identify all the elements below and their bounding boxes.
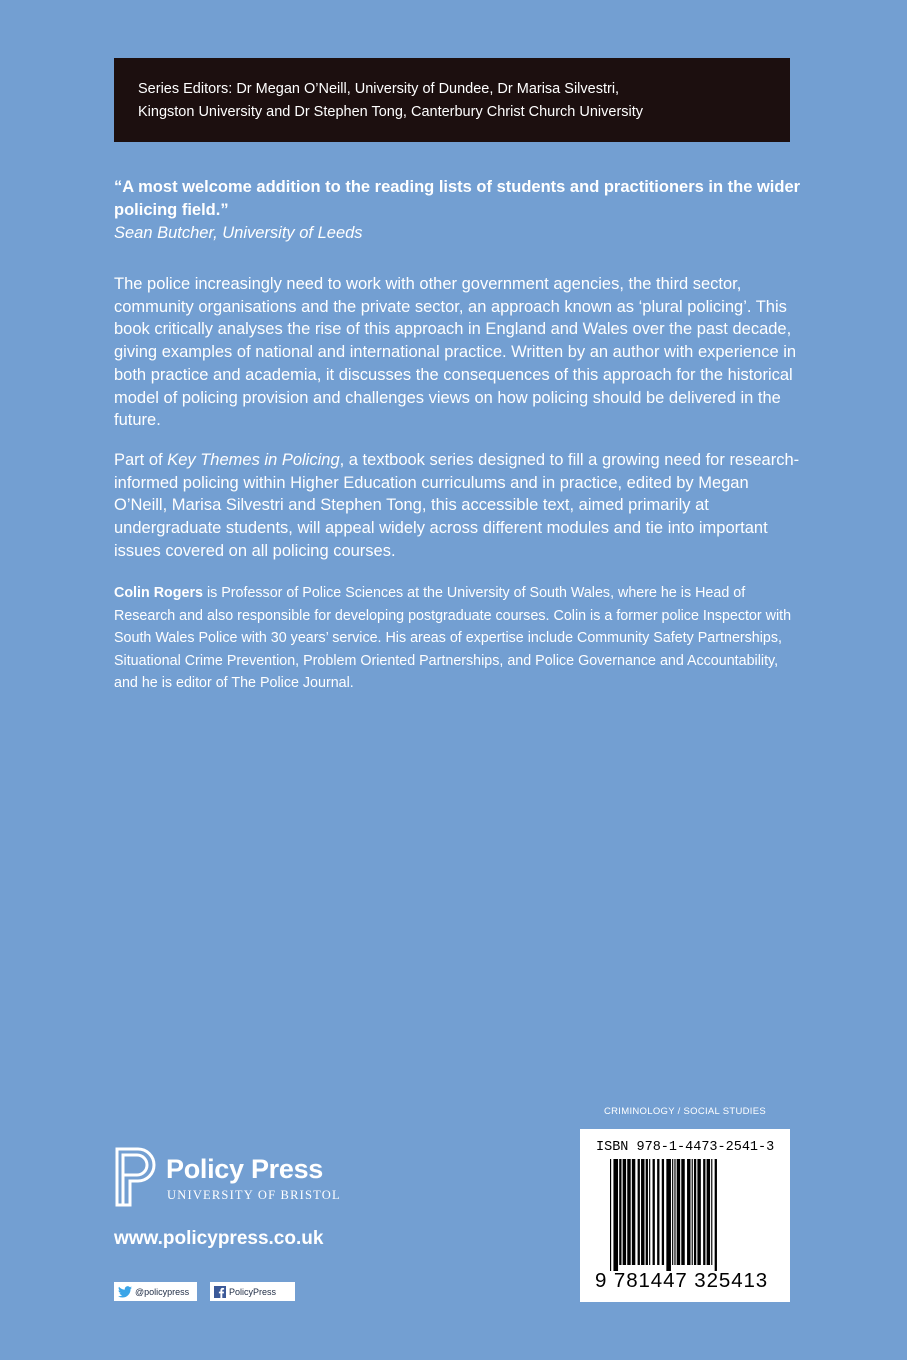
barcode-bar [619, 1159, 621, 1265]
barcode-bar [641, 1159, 644, 1265]
barcode-bar [638, 1159, 640, 1265]
barcode-bar [674, 1159, 675, 1265]
barcode-bar [692, 1159, 693, 1265]
barcode-bar [711, 1159, 712, 1265]
barcode-bar [613, 1159, 618, 1271]
quote-text: “A most welcome addition to the reading lists of students and practitioners in the wider policing field.” [114, 178, 801, 219]
publisher-name: Policy Press [166, 1154, 324, 1184]
barcode-bar [657, 1159, 659, 1265]
isbn-barcode-box [580, 1129, 790, 1302]
publisher-website[interactable]: www.policypress.co.uk [114, 1228, 324, 1249]
barcode-bar [672, 1159, 673, 1265]
isbn-top-text: ISBN 978-1-4473-2541-3 [596, 1140, 775, 1155]
description-paragraph-2 [114, 449, 804, 563]
isbn-bottom-text: 9 781447 325413 [595, 1269, 769, 1292]
publisher-subtitle: UNIVERSITY OF BRISTOL [167, 1188, 341, 1202]
twitter-badge[interactable] [114, 1282, 197, 1301]
subject-category: CRIMINOLOGY / SOCIAL STUDIES [603, 1106, 766, 1117]
quote-attribution: Sean Butcher, University of Leeds [114, 224, 363, 242]
barcode-bar [610, 1159, 611, 1271]
policy-press-logo-icon [114, 1146, 158, 1208]
barcode-bar [697, 1159, 700, 1265]
twitter-icon [118, 1286, 132, 1298]
barcode-bar [627, 1159, 630, 1265]
paragraph-2-prefix: Part of [114, 451, 168, 469]
barcode-bar [632, 1159, 635, 1265]
twitter-handle: @policypress [135, 1286, 190, 1297]
author-bio [114, 582, 804, 695]
facebook-badge[interactable] [210, 1282, 295, 1301]
barcode-bars [610, 1159, 766, 1271]
journal-title: The Police Journal [231, 675, 350, 692]
series-title: Key Themes in Policing [167, 451, 340, 469]
barcode-bar [707, 1159, 710, 1265]
review-quote [114, 176, 804, 245]
facebook-icon [214, 1286, 226, 1298]
author-bio-text: is Professor of Police Sciences at the University of South Wales, where he is Head of Research and also responsible for developing postgraduate courses. Colin is a former police Inspector with South Wales Police with 30 years’ service. His areas of expertise include Community Safety Partnerships, Situational Crime Prevention, Problem Oriented Partnerships, and Police Governance and Accountability, and he is editor of [114, 585, 792, 692]
series-editors-line-2: Kingston University and Dr Stephen Tong, Canterbury Christ Church University [138, 104, 644, 120]
series-editors-box [114, 58, 790, 142]
paragraph-2-rest: , a textbook series designed to fill a growing need for research-informed policing within Higher Education curriculums and in practice, edited by Megan O’Neill, Marisa Silvestri and Stephen Tong, this accessible text, aimed primarily at undergraduate students, will appeal widely across different modules and tie into important issues covered on all policing courses. [114, 451, 800, 560]
barcode-bar [677, 1159, 680, 1265]
author-bio-end: . [349, 675, 354, 692]
barcode-bar [715, 1159, 717, 1271]
barcode-bar [649, 1159, 650, 1265]
barcode-bar [653, 1159, 655, 1265]
barcode-bar [646, 1159, 648, 1265]
series-editors-line-1: Series Editors: Dr Megan O’Neill, University of Dundee, Dr Marisa Silvestri, [138, 81, 620, 97]
barcode-bar [703, 1159, 705, 1265]
barcode-bar [666, 1159, 671, 1271]
publisher-logo [114, 1146, 354, 1212]
description-paragraph-1: The police increasingly need to work with other government agencies, the third sector, community organisations and the private sector, an approach known as ‘plural policing’. This book critically analyses the rise of this approach in England and Wales over the past decade, giving examples of national and international practice. Written by an author with experience in both practice and academia, it discusses the consequences of this approach for the historical model of policing provision and challenges views on how policing should be delivered in the future. [114, 275, 797, 430]
barcode-bar [623, 1159, 626, 1265]
barcode-bar [681, 1159, 684, 1265]
barcode-bar [662, 1159, 664, 1265]
barcode-bar [687, 1159, 690, 1265]
facebook-handle: PolicyPress [229, 1286, 277, 1297]
author-name: Colin Rogers [114, 585, 203, 601]
barcode-bar [694, 1159, 696, 1265]
